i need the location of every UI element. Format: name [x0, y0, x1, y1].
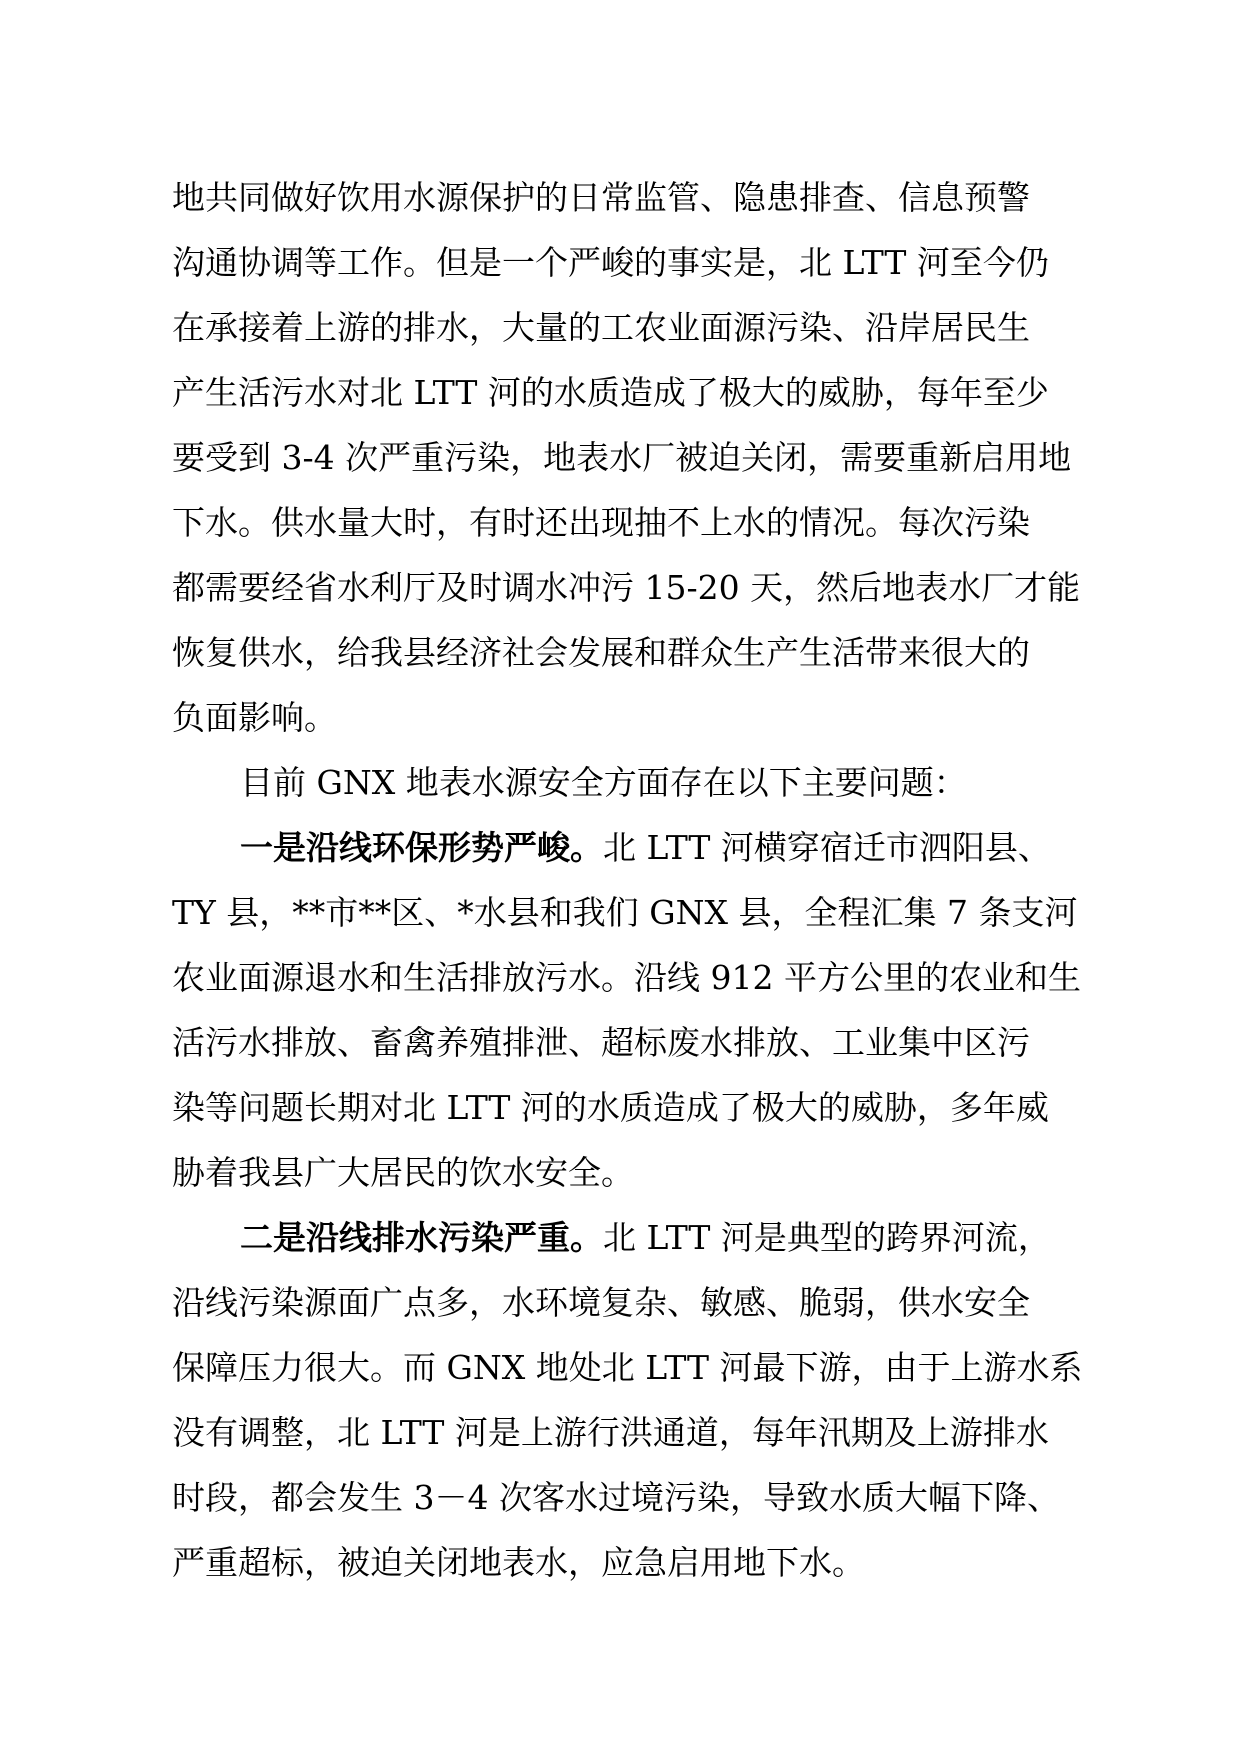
text-line: 沟通协调等工作。但是一个严峻的事实是，北 LTT 河至今仍 — [172, 243, 1049, 282]
text-line: 染等问题长期对北 LTT 河的水质造成了极大的威胁，多年威 — [172, 1088, 1049, 1127]
text-line: 下水。供水量大时，有时还出现抽不上水的情况。每次污染 — [172, 503, 1030, 542]
text-line: 严重超标，被迫关闭地表水，应急启用地下水。 — [172, 1543, 865, 1582]
heading-followup-text: 北 LTT 河横穿宿迁市泗阳县、 — [603, 828, 1051, 867]
heading-followup-text: 北 LTT 河是典型的跨界河流， — [603, 1218, 1051, 1257]
paragraph-heading: 二是沿线排水污染严重。 — [240, 1218, 603, 1257]
text-line: 保障压力很大。而 GNX 地处北 LTT 河最下游，由于上游水系 — [172, 1348, 1083, 1387]
text-line: 地共同做好饮用水源保护的日常监管、隐患排查、信息预警 — [172, 178, 1030, 217]
document-body — [172, 165, 1082, 1595]
text-line: 农业面源退水和生活排放污水。沿线 912 平方公里的农业和生 — [172, 958, 1081, 997]
paragraph-first-line — [172, 1205, 1082, 1270]
paragraph-4 — [172, 1205, 1082, 1595]
paragraph-heading: 一是沿线环保形势严峻。 — [240, 828, 603, 867]
paragraph-1 — [172, 165, 1082, 750]
text-line: 在承接着上游的排水，大量的工农业面源污染、沿岸居民生 — [172, 308, 1030, 347]
text-line: 目前 GNX 地表水源安全方面存在以下主要问题： — [240, 763, 967, 802]
text-line: 恢复供水，给我县经济社会发展和群众生产生活带来很大的 — [172, 633, 1030, 672]
text-line: TY 县，**市**区、*水县和我们 GNX 县，全程汇集 7 条支河 — [172, 893, 1078, 932]
text-line: 没有调整，北 LTT 河是上游行洪通道，每年汛期及上游排水 — [172, 1413, 1049, 1452]
text-line: 活污水排放、畜禽养殖排泄、超标废水排放、工业集中区污 — [172, 1023, 1030, 1062]
text-line: 沿线污染源面广点多，水环境复杂、敏感、脆弱，供水安全 — [172, 1283, 1030, 1322]
text-line: 都需要经省水利厅及时调水冲污 15-20 天，然后地表水厂才能 — [172, 568, 1081, 607]
text-line: 要受到 3-4 次严重污染，地表水厂被迫关闭，需要重新启用地 — [172, 438, 1072, 477]
text-line: 时段，都会发生 3－4 次客水过境污染，导致水质大幅下降、 — [172, 1478, 1060, 1517]
text-line: 胁着我县广大居民的饮水安全。 — [172, 1153, 634, 1192]
text-line: 产生活污水对北 LTT 河的水质造成了极大的威胁，每年至少 — [172, 373, 1049, 412]
paragraph-3 — [172, 815, 1082, 1205]
paragraph-2 — [172, 750, 1082, 815]
paragraph-first-line — [172, 815, 1082, 880]
text-line: 负面影响。 — [172, 698, 337, 737]
